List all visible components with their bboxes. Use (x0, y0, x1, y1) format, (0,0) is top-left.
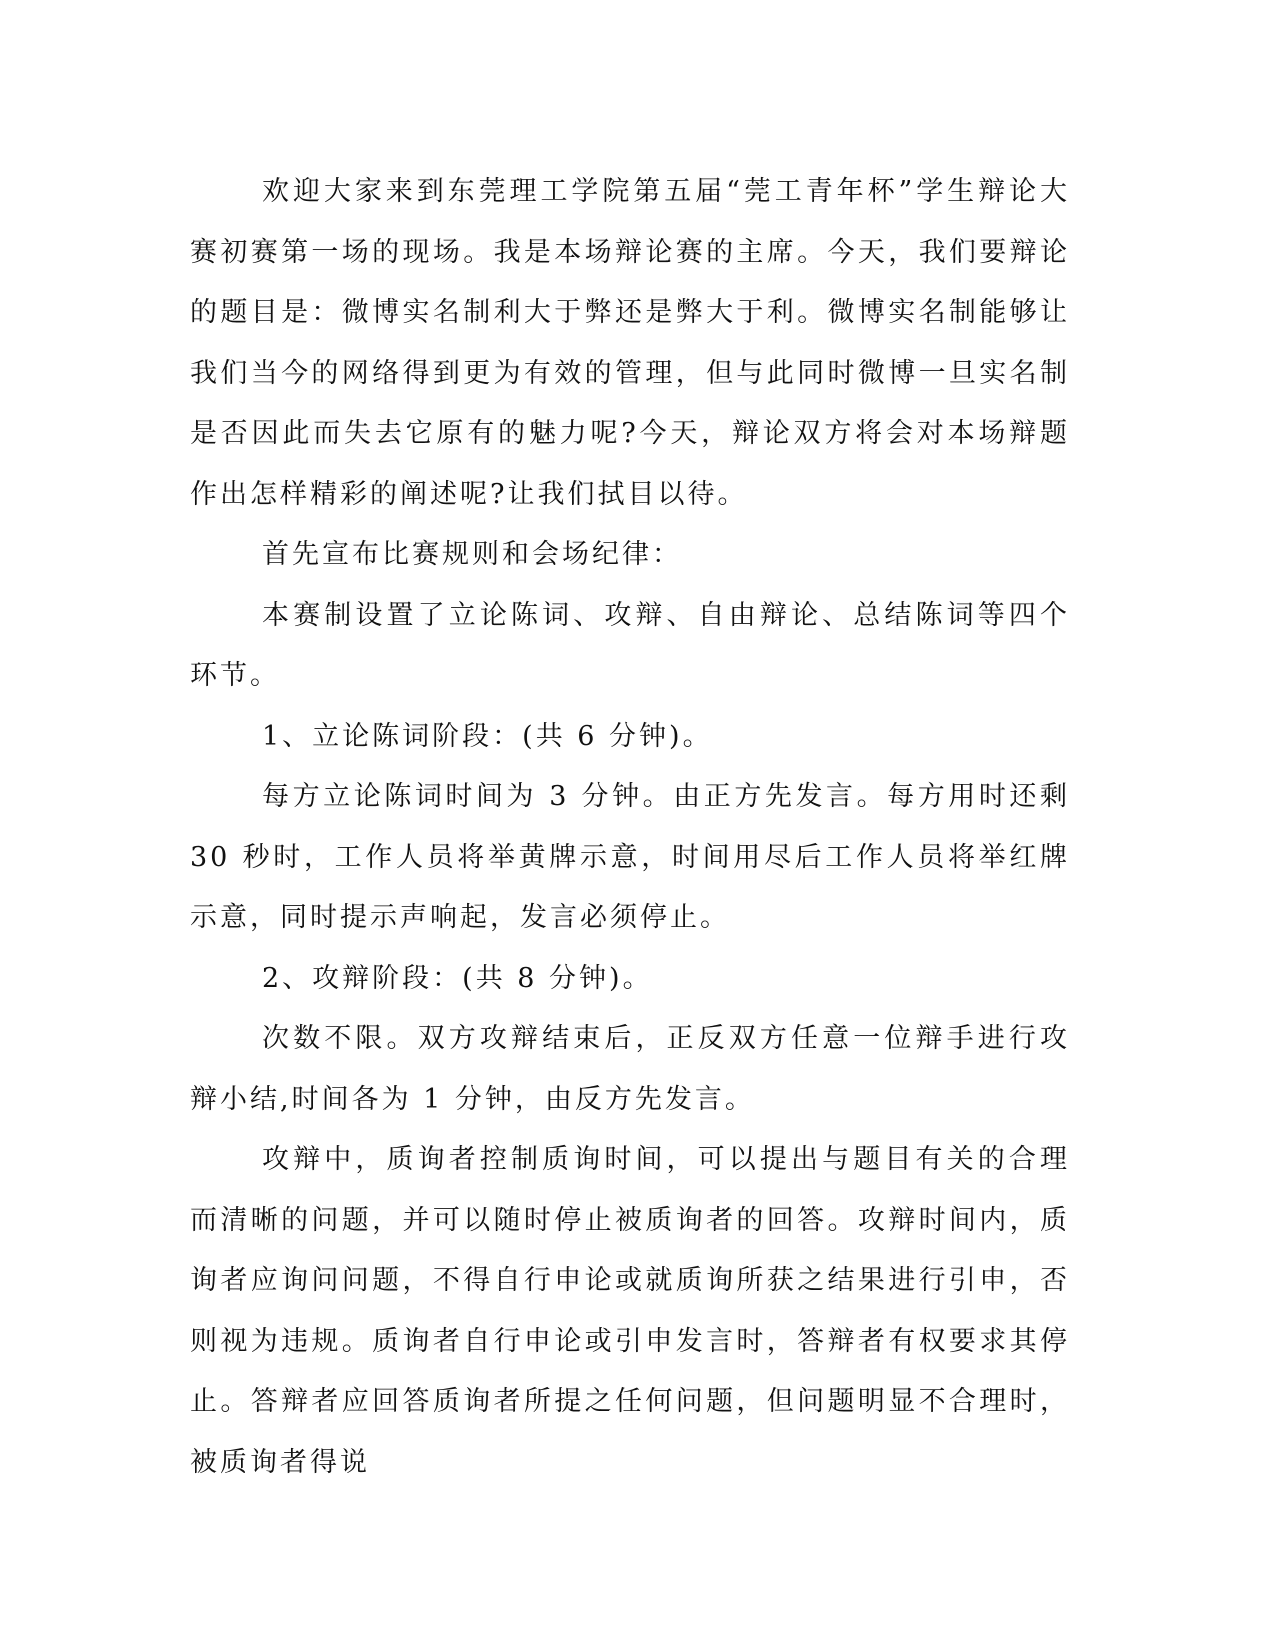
paragraph-stage-2-heading: 2、攻辩阶段：(共 8 分钟)。 (262, 962, 653, 994)
paragraph-cross-examination-rules: 攻辩中，质询者控制质询时间，可以提出与题目有关的合理而清晰的问题，并可以随时停止被质询者的回答。攻辩时间内，质询者应询问问题，不得自行申论或就质询所获之结果进行引申，否则视为违规。质询者自行申论或引申发言时，答辩者有权要求其停止。答辩者应回答质询者所提之任何问题，但问题明显不合理时，被质询者得说 (190, 1144, 1070, 1478)
paragraph-stage-1-heading: 1、立论陈词阶段：(共 6 分钟)。 (262, 720, 713, 752)
paragraph-intro: 欢迎大家来到东莞理工学院第五届“莞工青年杯”学生辩论大赛初赛第一场的现场。我是本场辩论赛的主席。今天，我们要辩论的题目是：微博实名制利大于弊还是弊大于利。微博实名制能够让我们当今的网络得到更为有效的管理，但与此同时微博一旦实名制是否因此而失去它原有的魅力呢?今天，辩论双方将会对本场辩题作出怎样精彩的阐述呢?让我们拭目以待。 (190, 176, 1070, 510)
paragraph-stage-2-summary: 次数不限。双方攻辩结束后，正反双方任意一位辩手进行攻辩小结,时间各为 1 分钟，由反方先发言。 (190, 1023, 1070, 1115)
paragraph-format-overview: 本赛制设置了立论陈词、攻辩、自由辩论、总结陈词等四个环节。 (190, 599, 1070, 691)
paragraph-rules-announcement: 首先宣布比赛规则和会场纪律： (262, 539, 682, 570)
paragraph-stage-1-rules: 每方立论陈词时间为 3 分钟。由正方先发言。每方用时还剩 30 秒时，工作人员将举黄牌示意，时间用尽后工作人员将举红牌示意，同时提示声响起，发言必须停止。 (190, 781, 1070, 933)
body-text (190, 162, 1070, 1493)
